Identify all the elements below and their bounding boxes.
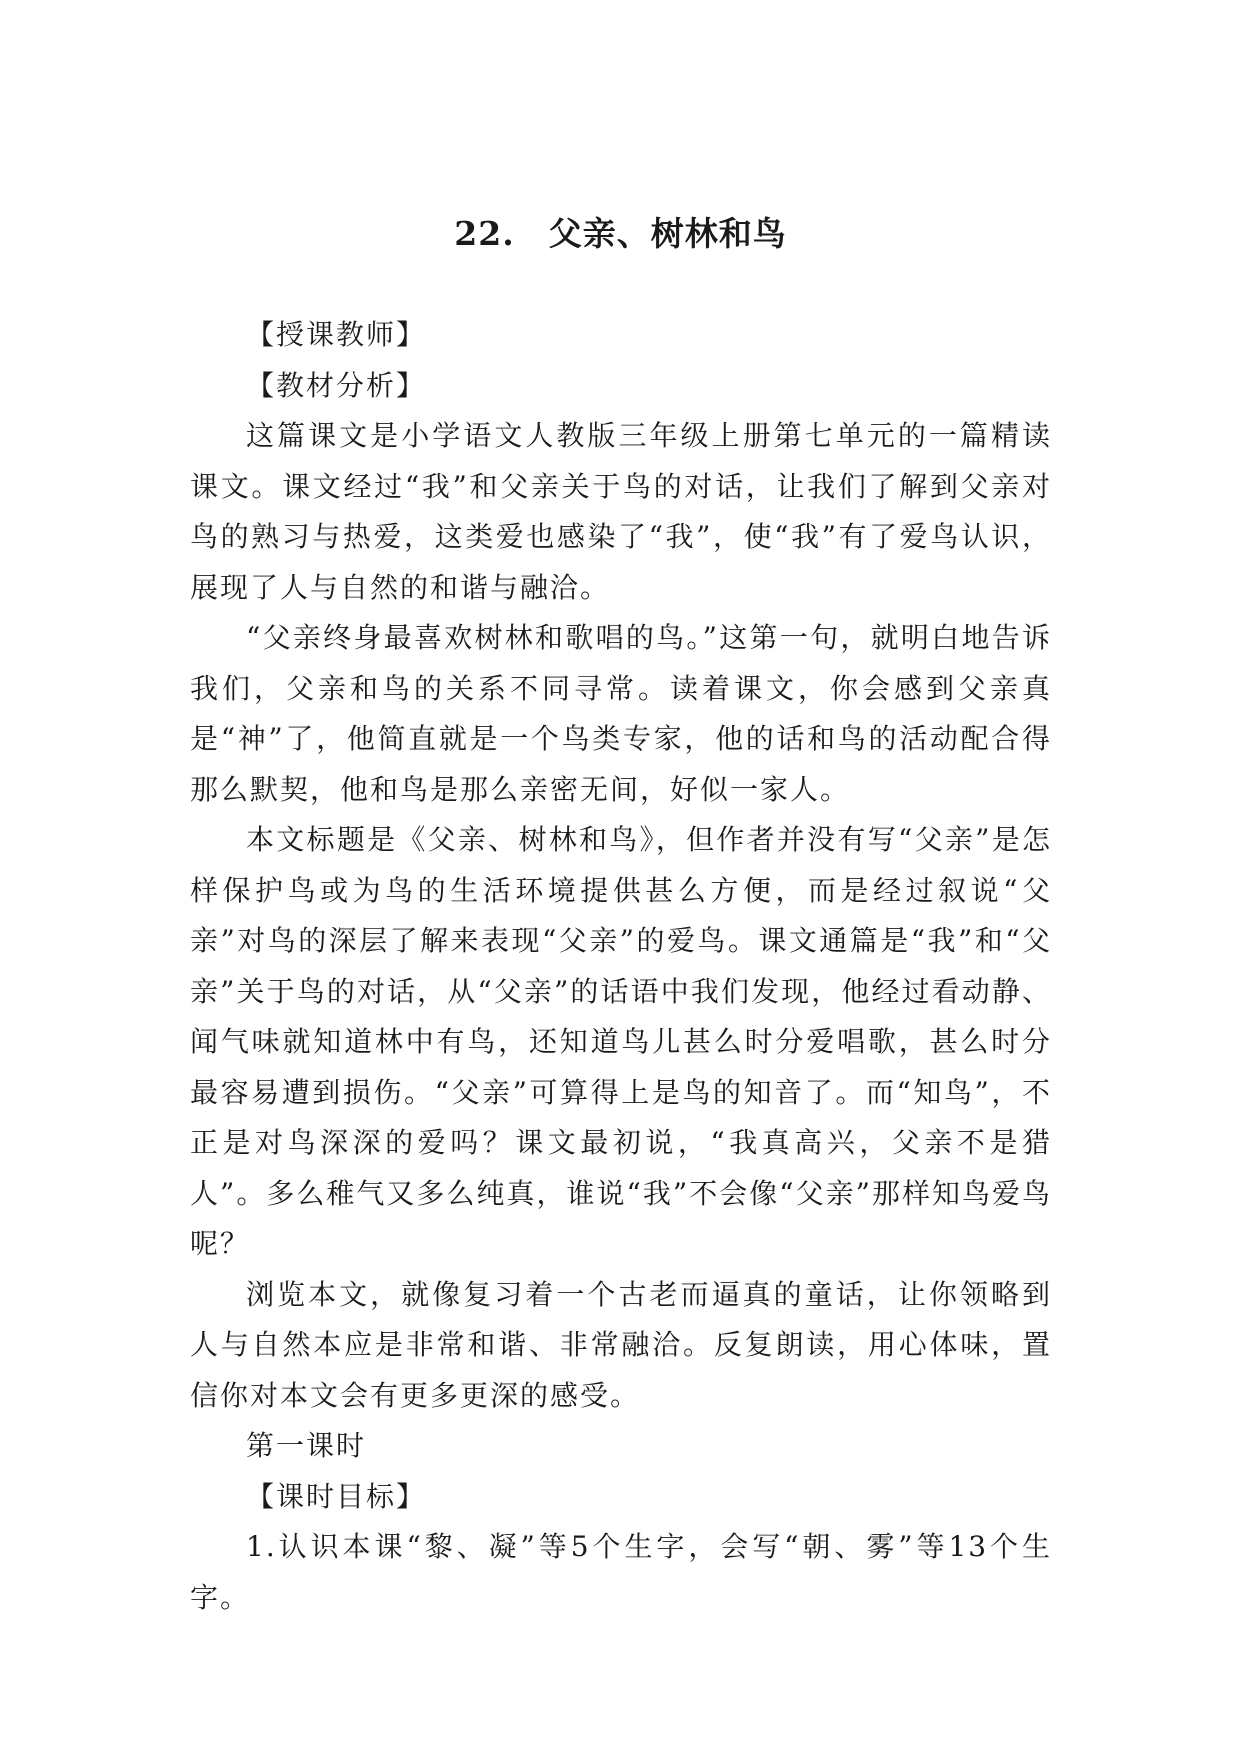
paragraph: “父亲终身最喜欢树林和歌唱的鸟。”这第一句，就明白地告诉我们，父亲和鸟的关系不同寻常。读着课文，你会感到父亲真是“神”了，他简直就是一个鸟类专家，他的话和鸟的活动配合得那么默契，他和鸟是那么亲密无间，好似一家人。 <box>190 621 1052 806</box>
lesson-number: 22. <box>454 214 515 253</box>
lesson-period-heading: 第一课时 <box>246 1429 367 1462</box>
paragraph: 浏览本文，就像复习着一个古老而逼真的童话，让你领略到人与自然本应是非常和谐、非常融洽。反复朗读，用心体味，置信你对本文会有更多更深的感受。 <box>190 1277 1052 1412</box>
teacher-heading: 【授课教师】 <box>246 318 427 351</box>
analysis-heading: 【教材分析】 <box>246 368 427 402</box>
paragraph: 本文标题是《父亲、树林和鸟》，但作者并没有写“父亲”是怎样保护鸟或为鸟的生活环境提供甚么方便，而是经过叙说“父亲”对鸟的深层了解来表现“父亲”的爱鸟。课文通篇是“我”和“父亲”关于鸟的对话，从“父亲”的话语中我们发现，他经过看动静、闻气味就知道林中有鸟，还知道鸟儿甚么时分爱唱歌，甚么时分最容易遭到损伤。“父亲”可算得上是鸟的知音了。而“知鸟”，不正是对鸟深深的爱吗？课文最初说，“我真高兴，父亲不是猎人”。多么稚气又多么纯真，谁说“我”不会像“父亲”那样知鸟爱鸟呢？ <box>190 823 1052 1260</box>
objective-item: 1.认识本课“黎、凝”等5个生字，会写“朝、雾”等13个生字。 <box>190 1530 1052 1614</box>
document-body <box>190 310 1052 1623</box>
lesson-title-text: 父亲、树林和鸟 <box>548 214 787 253</box>
lesson-title <box>0 208 1241 255</box>
objectives-heading: 【课时目标】 <box>246 1479 427 1513</box>
paragraph: 这篇课文是小学语文人教版三年级上册第七单元的一篇精读课文。课文经过“我”和父亲关于鸟的对话，让我们了解到父亲对鸟的熟习与热爱，这类爱也感染了“我”，使“我”有了爱鸟认识，展现了人与自然的和谐与融洽。 <box>190 419 1052 604</box>
